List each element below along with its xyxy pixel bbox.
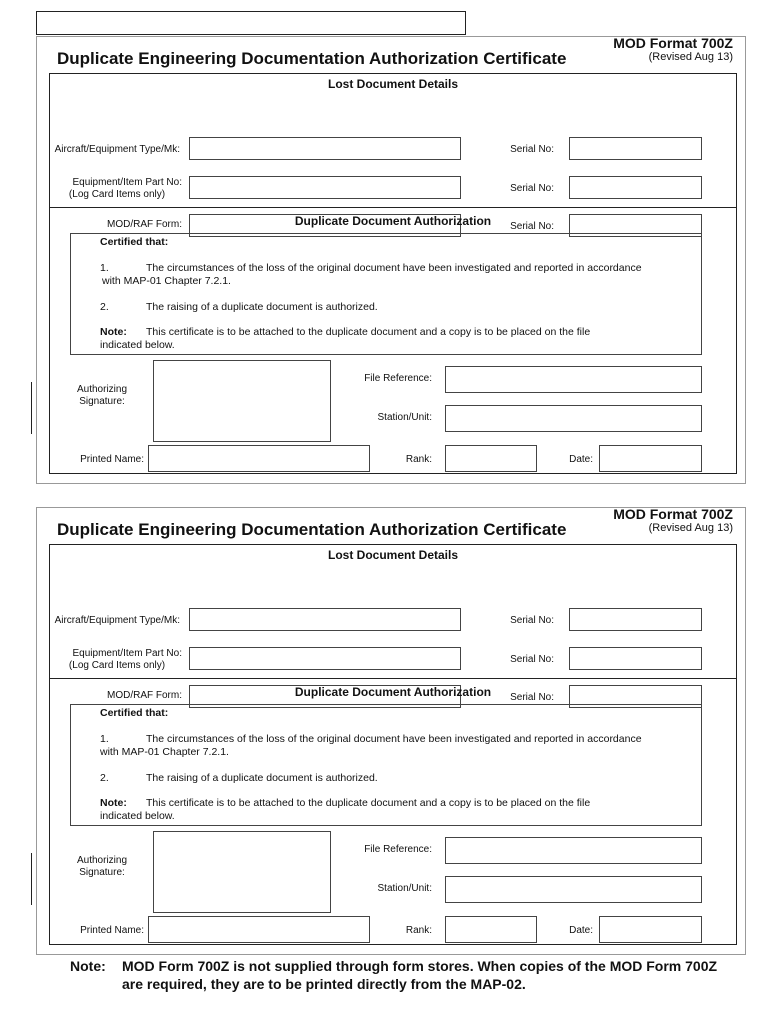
printed-name-field[interactable]: [148, 916, 370, 943]
note-label: Note:: [100, 326, 127, 338]
form-title: Duplicate Engineering Documentation Authorization Certificate: [57, 49, 567, 68]
item-1-continued: with MAP-01 Chapter 7.2.1.: [100, 746, 229, 758]
mod-raf-form-label: MOD/RAF Form:: [107, 690, 182, 701]
form-body: [49, 73, 737, 474]
certified-that: Certified that:: [100, 707, 169, 719]
part-number-field[interactable]: [189, 176, 461, 199]
station-unit-label: Station/Unit:: [377, 883, 432, 894]
item-1-number: 1.: [100, 262, 109, 274]
item-1-text: The circumstances of the loss of the original document have been investigated and reported in accordance: [146, 262, 642, 274]
aircraft-type-label: Aircraft/Equipment Type/Mk:: [54, 615, 180, 626]
note-label: Note:: [100, 797, 127, 809]
item-1-text: The circumstances of the loss of the original document have been investigated and reported in accordance: [146, 733, 642, 745]
rank-label: Rank:: [405, 925, 432, 936]
serial-field-2[interactable]: [569, 176, 702, 199]
mod-raf-form-label: MOD/RAF Form:: [107, 219, 182, 230]
printed-name-label: Printed Name:: [80, 925, 144, 936]
serial-label-1: Serial No:: [510, 615, 554, 626]
part-number-field[interactable]: [189, 647, 461, 670]
item-2-number: 2.: [100, 772, 109, 784]
lost-details-heading: Lost Document Details: [327, 77, 459, 91]
signature-label: Authorizing Signature:: [76, 384, 128, 407]
serial-field-1[interactable]: [569, 608, 702, 631]
note-continued: indicated below.: [100, 339, 175, 351]
certified-that: Certified that:: [100, 236, 169, 248]
station-unit-field[interactable]: [445, 405, 702, 432]
aircraft-type-field[interactable]: [189, 137, 461, 160]
printed-name-field[interactable]: [148, 445, 370, 472]
lost-details-heading: Lost Document Details: [327, 548, 459, 562]
aircraft-type-field[interactable]: [189, 608, 461, 631]
date-label: Date:: [569, 925, 593, 936]
form-title: Duplicate Engineering Documentation Authorization Certificate: [57, 520, 567, 539]
printed-name-label: Printed Name:: [80, 454, 144, 465]
form-body: [49, 544, 737, 945]
serial-label-3: Serial No:: [510, 221, 554, 232]
file-reference-label: File Reference:: [364, 844, 432, 855]
authorization-heading: Duplicate Document Authorization: [294, 685, 492, 699]
part-number-label: Equipment/Item Part No: (Log Card Items only): [68, 648, 182, 671]
form-revision: (Revised Aug 13): [648, 51, 733, 63]
note-text: This certificate is to be attached to the duplicate document and a copy is to be placed on the file: [146, 797, 591, 809]
item-1-number: 1.: [100, 733, 109, 745]
footer-note-text: MOD Form 700Z is not supplied through form stores. When copies of the MOD Form 700Z are required, they are to be printed directly from the MAP-02.: [122, 958, 718, 992]
signature-label: Authorizing Signature:: [76, 855, 128, 878]
serial-label-3: Serial No:: [510, 692, 554, 703]
file-reference-field[interactable]: [445, 837, 702, 864]
header-blank-box: [36, 11, 466, 35]
rank-label: Rank:: [405, 454, 432, 465]
date-field[interactable]: [599, 916, 702, 943]
aircraft-type-label: Aircraft/Equipment Type/Mk:: [54, 144, 180, 155]
signature-box[interactable]: [153, 831, 331, 913]
footer-note-label: Note:: [70, 958, 106, 974]
certification-box: [70, 233, 702, 355]
file-reference-field[interactable]: [445, 366, 702, 393]
form-revision: (Revised Aug 13): [648, 522, 733, 534]
date-label: Date:: [569, 454, 593, 465]
note-continued: indicated below.: [100, 810, 175, 822]
item-1-continued: with MAP-01 Chapter 7.2.1.: [102, 275, 231, 287]
form-format-code: MOD Format 700Z: [613, 506, 733, 522]
serial-field-1[interactable]: [569, 137, 702, 160]
file-reference-label: File Reference:: [364, 373, 432, 384]
serial-label-2: Serial No:: [510, 183, 554, 194]
rank-field[interactable]: [445, 445, 537, 472]
item-2-number: 2.: [100, 301, 109, 313]
rank-field[interactable]: [445, 916, 537, 943]
part-number-label: Equipment/Item Part No: (Log Card Items only): [68, 177, 182, 200]
signature-box[interactable]: [153, 360, 331, 442]
form-format-code: MOD Format 700Z: [613, 35, 733, 51]
certificate-form-1: [36, 36, 746, 484]
margin-mark-1: [31, 382, 32, 434]
certification-box: [70, 704, 702, 826]
section-divider: [50, 678, 736, 679]
date-field[interactable]: [599, 445, 702, 472]
serial-field-2[interactable]: [569, 647, 702, 670]
station-unit-label: Station/Unit:: [377, 412, 432, 423]
margin-mark-2: [31, 853, 32, 905]
section-divider: [50, 207, 736, 208]
note-text: This certificate is to be attached to the duplicate document and a copy is to be placed on the file: [146, 326, 591, 338]
certificate-form-2: [36, 507, 746, 955]
serial-label-2: Serial No:: [510, 654, 554, 665]
station-unit-field[interactable]: [445, 876, 702, 903]
item-2-text: The raising of a duplicate document is authorized.: [146, 301, 378, 313]
authorization-heading: Duplicate Document Authorization: [294, 214, 492, 228]
serial-label-1: Serial No:: [510, 144, 554, 155]
item-2-text: The raising of a duplicate document is authorized.: [146, 772, 378, 784]
